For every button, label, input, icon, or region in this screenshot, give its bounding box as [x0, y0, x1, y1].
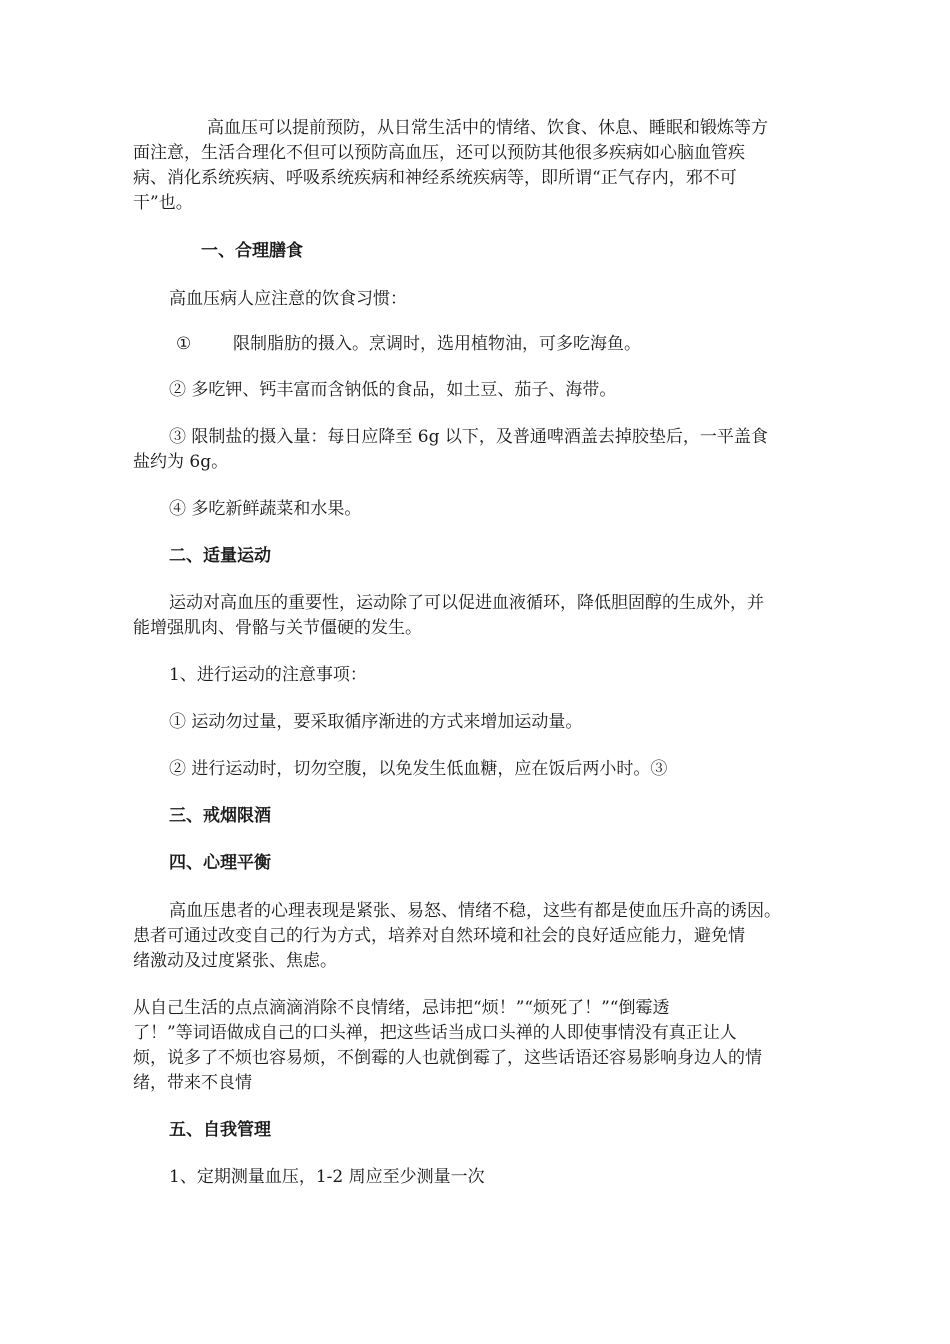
psychology-paragraph-1-line-3: 绪激动及过度紧张、焦虑。 — [133, 951, 337, 971]
exercise-item-2: ② 进行运动时，切勿空腹，以免发生低血糖，应在饭后两小时。③ — [169, 759, 668, 779]
psychology-paragraph-2-line-2: 了！”等词语做成自己的口头禅，把这些话当成口头禅的人即使事情没有真正让人 — [133, 1023, 737, 1043]
section-heading-exercise: 二、适量运动 — [169, 546, 271, 566]
psychology-paragraph-1-line-1: 高血压患者的心理表现是紧张、易怒、情绪不稳，这些有都是使血压升高的诱因。 — [169, 901, 781, 921]
section-heading-diet: 一、合理膳食 — [201, 241, 303, 261]
intro-line-2: 面注意，生活合理化不但可以预防高血压，还可以预防其他很多疾病如心脑血管疾 — [133, 143, 745, 163]
section-heading-smoking: 三、戒烟限酒 — [169, 806, 271, 826]
psychology-paragraph-1-line-2: 患者可通过改变自己的行为方式，培养对自然环境和社会的良好适应能力，避免情 — [133, 926, 745, 946]
diet-item-1-text: 限制脂肪的摄入。烹调时，选用植物油，可多吃海鱼。 — [233, 334, 641, 354]
psychology-paragraph-2-line-1: 从自己生活的点点滴滴消除不良情绪，忌讳把“烦！”“烦死了！”“倒霉透 — [133, 998, 670, 1018]
psychology-paragraph-2-line-3: 烦，说多了不烦也容易烦，不倒霉的人也就倒霉了，这些话语还容易影响身边人的情 — [133, 1048, 762, 1068]
diet-item-1-number: ① — [176, 334, 192, 354]
intro-line-3: 病、消化系统疾病、呼吸系统疾病和神经系统疾病等，即所谓“正气存内，邪不可 — [133, 168, 737, 188]
diet-item-3-line-2: 盐约为 6g。 — [133, 452, 229, 472]
exercise-paragraph-line-1: 运动对高血压的重要性，运动除了可以促进血液循环，降低胆固醇的生成外，并 — [169, 593, 764, 613]
diet-item-2: ② 多吃钾、钙丰富而含钠低的食品，如土豆、茄子、海带。 — [169, 380, 617, 400]
exercise-paragraph-line-2: 能增强肌肉、骨骼与关节僵硬的发生。 — [133, 618, 422, 638]
exercise-subheading: 1、进行运动的注意事项： — [169, 665, 367, 685]
diet-item-4: ④ 多吃新鲜蔬菜和水果。 — [169, 499, 362, 519]
psychology-paragraph-2-line-4: 绪，带来不良情 — [133, 1073, 252, 1093]
section-heading-self-management: 五、自我管理 — [169, 1120, 271, 1140]
section-heading-psychology: 四、心理平衡 — [169, 853, 271, 873]
diet-lead: 高血压病人应注意的饮食习惯： — [169, 289, 407, 309]
intro-line-1: 高血压可以提前预防，从日常生活中的情绪、饮食、休息、睡眠和锻炼等方 — [207, 118, 768, 138]
intro-line-4: 干”也。 — [133, 193, 193, 213]
exercise-item-1: ① 运动勿过量，要采取循序渐进的方式来增加运动量。 — [169, 712, 583, 732]
diet-item-3-line-1: ③ 限制盐的摄入量：每日应降至 6g 以下，及普通啤酒盖去掉胶垫后，一平盖食 — [169, 427, 768, 447]
self-management-item-1: 1、定期测量血压，1-2 周应至少测量一次 — [169, 1167, 485, 1187]
